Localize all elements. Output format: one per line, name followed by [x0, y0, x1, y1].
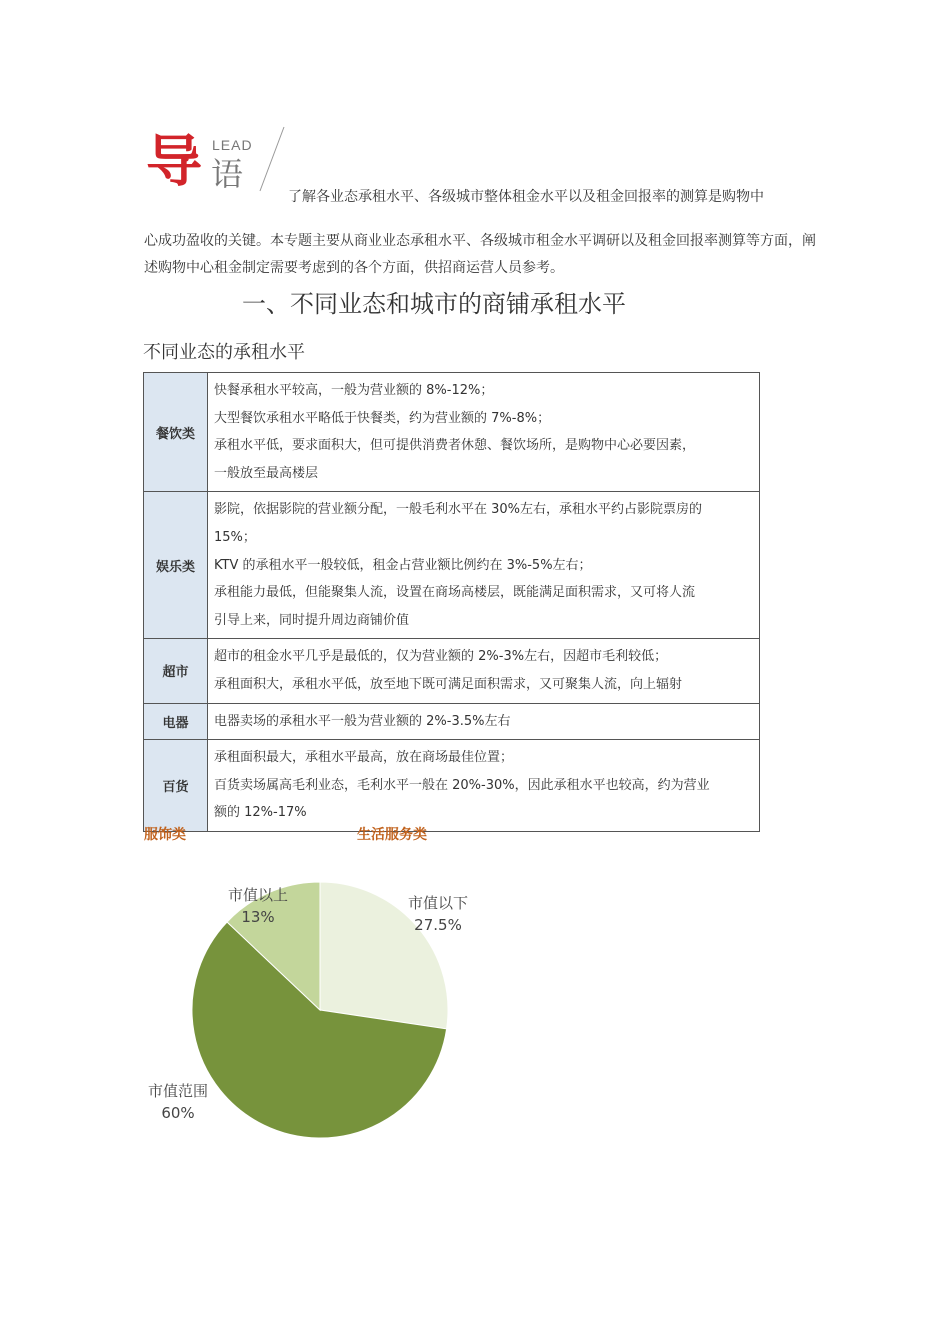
- lead-logo-latin: LEAD: [212, 137, 253, 153]
- table-description-cell: [208, 492, 760, 639]
- table-description-line: 承租能力最低，但能聚集人流，设置在商场高楼层，既能满足面积需求，又可将人流: [214, 585, 696, 601]
- table-category-cell: 娱乐类: [144, 492, 208, 639]
- category-label-services: 生活服务类: [357, 827, 427, 843]
- table-description-line: 影院，依据影院的营业额分配，一般毛利水平在 30%左右，承租水平约占影院票房的: [214, 502, 703, 518]
- pie-label-above: [228, 884, 288, 928]
- table-description-line: 百货卖场属高毛利业态，毛利水平一般在 20%-30%，因此承租水平也较高，约为营业: [214, 777, 710, 793]
- logo-slash-icon: [256, 125, 288, 195]
- table-description-cell: [208, 373, 760, 492]
- pie-label-below-name: 市值以下: [408, 894, 469, 912]
- table-description-cell: [208, 740, 760, 832]
- intro-paragraph: 心成功盈收的关键。本专题主要从商业业态承租水平、各级城市租金水平调研以及租金回报率测算等方面，阐述购物中心租金制定需要考虑到的各个方面，供招商运营人员参考。: [144, 233, 816, 276]
- pie-label-below-value: 27.5%: [414, 916, 462, 934]
- pie-label-range: [148, 1080, 208, 1124]
- table-row: [144, 740, 760, 832]
- table-description-line: 承租面积最大，承租水平最高，放在商场最佳位置；: [214, 750, 514, 766]
- lead-logo-char2: 语: [211, 155, 244, 193]
- pie-label-above-value: 13%: [241, 908, 275, 926]
- table-description-line: 引导上来，同时提升周边商铺价值: [214, 612, 410, 628]
- table-category-cell: 超市: [144, 639, 208, 703]
- pie-label-below: [408, 892, 468, 936]
- table-category-cell: 餐饮类: [144, 373, 208, 492]
- table-row: [144, 639, 760, 703]
- table-description-line: 快餐承租水平较高，一般为营业额的 8%-12%；: [214, 383, 494, 398]
- table-description-cell: [208, 639, 760, 703]
- table-description-line: 大型餐饮承租水平略低于快餐类，约为营业额的 7%-8%；: [214, 410, 551, 426]
- table-category-cell: 电器: [144, 703, 208, 740]
- table-description-line: 承租水平低，要求面积大，但可提供消费者休憩、餐饮场所，是购物中心必要因素，: [214, 438, 696, 454]
- section-subtitle: 不同业态的承租水平: [143, 342, 305, 363]
- pie-label-range-name: 市值范围: [148, 1082, 209, 1100]
- table-description-line: 超市的租金水平几乎是最低的，仅为营业额的 2%-3%左右，因超市毛利较低；: [214, 649, 668, 665]
- table-description-line: 电器卖场的承租水平一般为营业额的 2%-3.5%左右: [214, 713, 511, 729]
- table-description-line: KTV 的承租水平一般较低，租金占营业额比例约在 3%-5%左右；: [214, 557, 592, 573]
- table-description-line: 承租面积大，承租水平低，放至地下既可满足面积需求，又可聚集人流，向上辐射: [214, 676, 683, 692]
- rent-level-table: [143, 372, 760, 832]
- table-row: [144, 492, 760, 639]
- section-title: 一、不同业态和城市的商铺承租水平: [242, 290, 626, 318]
- pie-label-above-name: 市值以上: [228, 886, 289, 904]
- table-row: [144, 373, 760, 492]
- table-category-cell: 百货: [144, 740, 208, 832]
- pie-label-range-value: 60%: [161, 1104, 195, 1122]
- table-description-line: 一般放至最高楼层: [214, 465, 319, 481]
- table-description-line: 15%；: [214, 529, 256, 545]
- category-label-apparel: 服饰类: [144, 827, 186, 843]
- table-description-line: 额的 12%-17%: [214, 805, 307, 821]
- intro-line-1: 了解各业态承租水平、各级城市整体租金水平以及租金回报率的测算是购物中: [288, 189, 764, 205]
- pie-chart: [140, 860, 520, 1160]
- table-row: [144, 703, 760, 740]
- table-description-cell: [208, 703, 760, 740]
- lead-logo-char: 导: [146, 130, 202, 195]
